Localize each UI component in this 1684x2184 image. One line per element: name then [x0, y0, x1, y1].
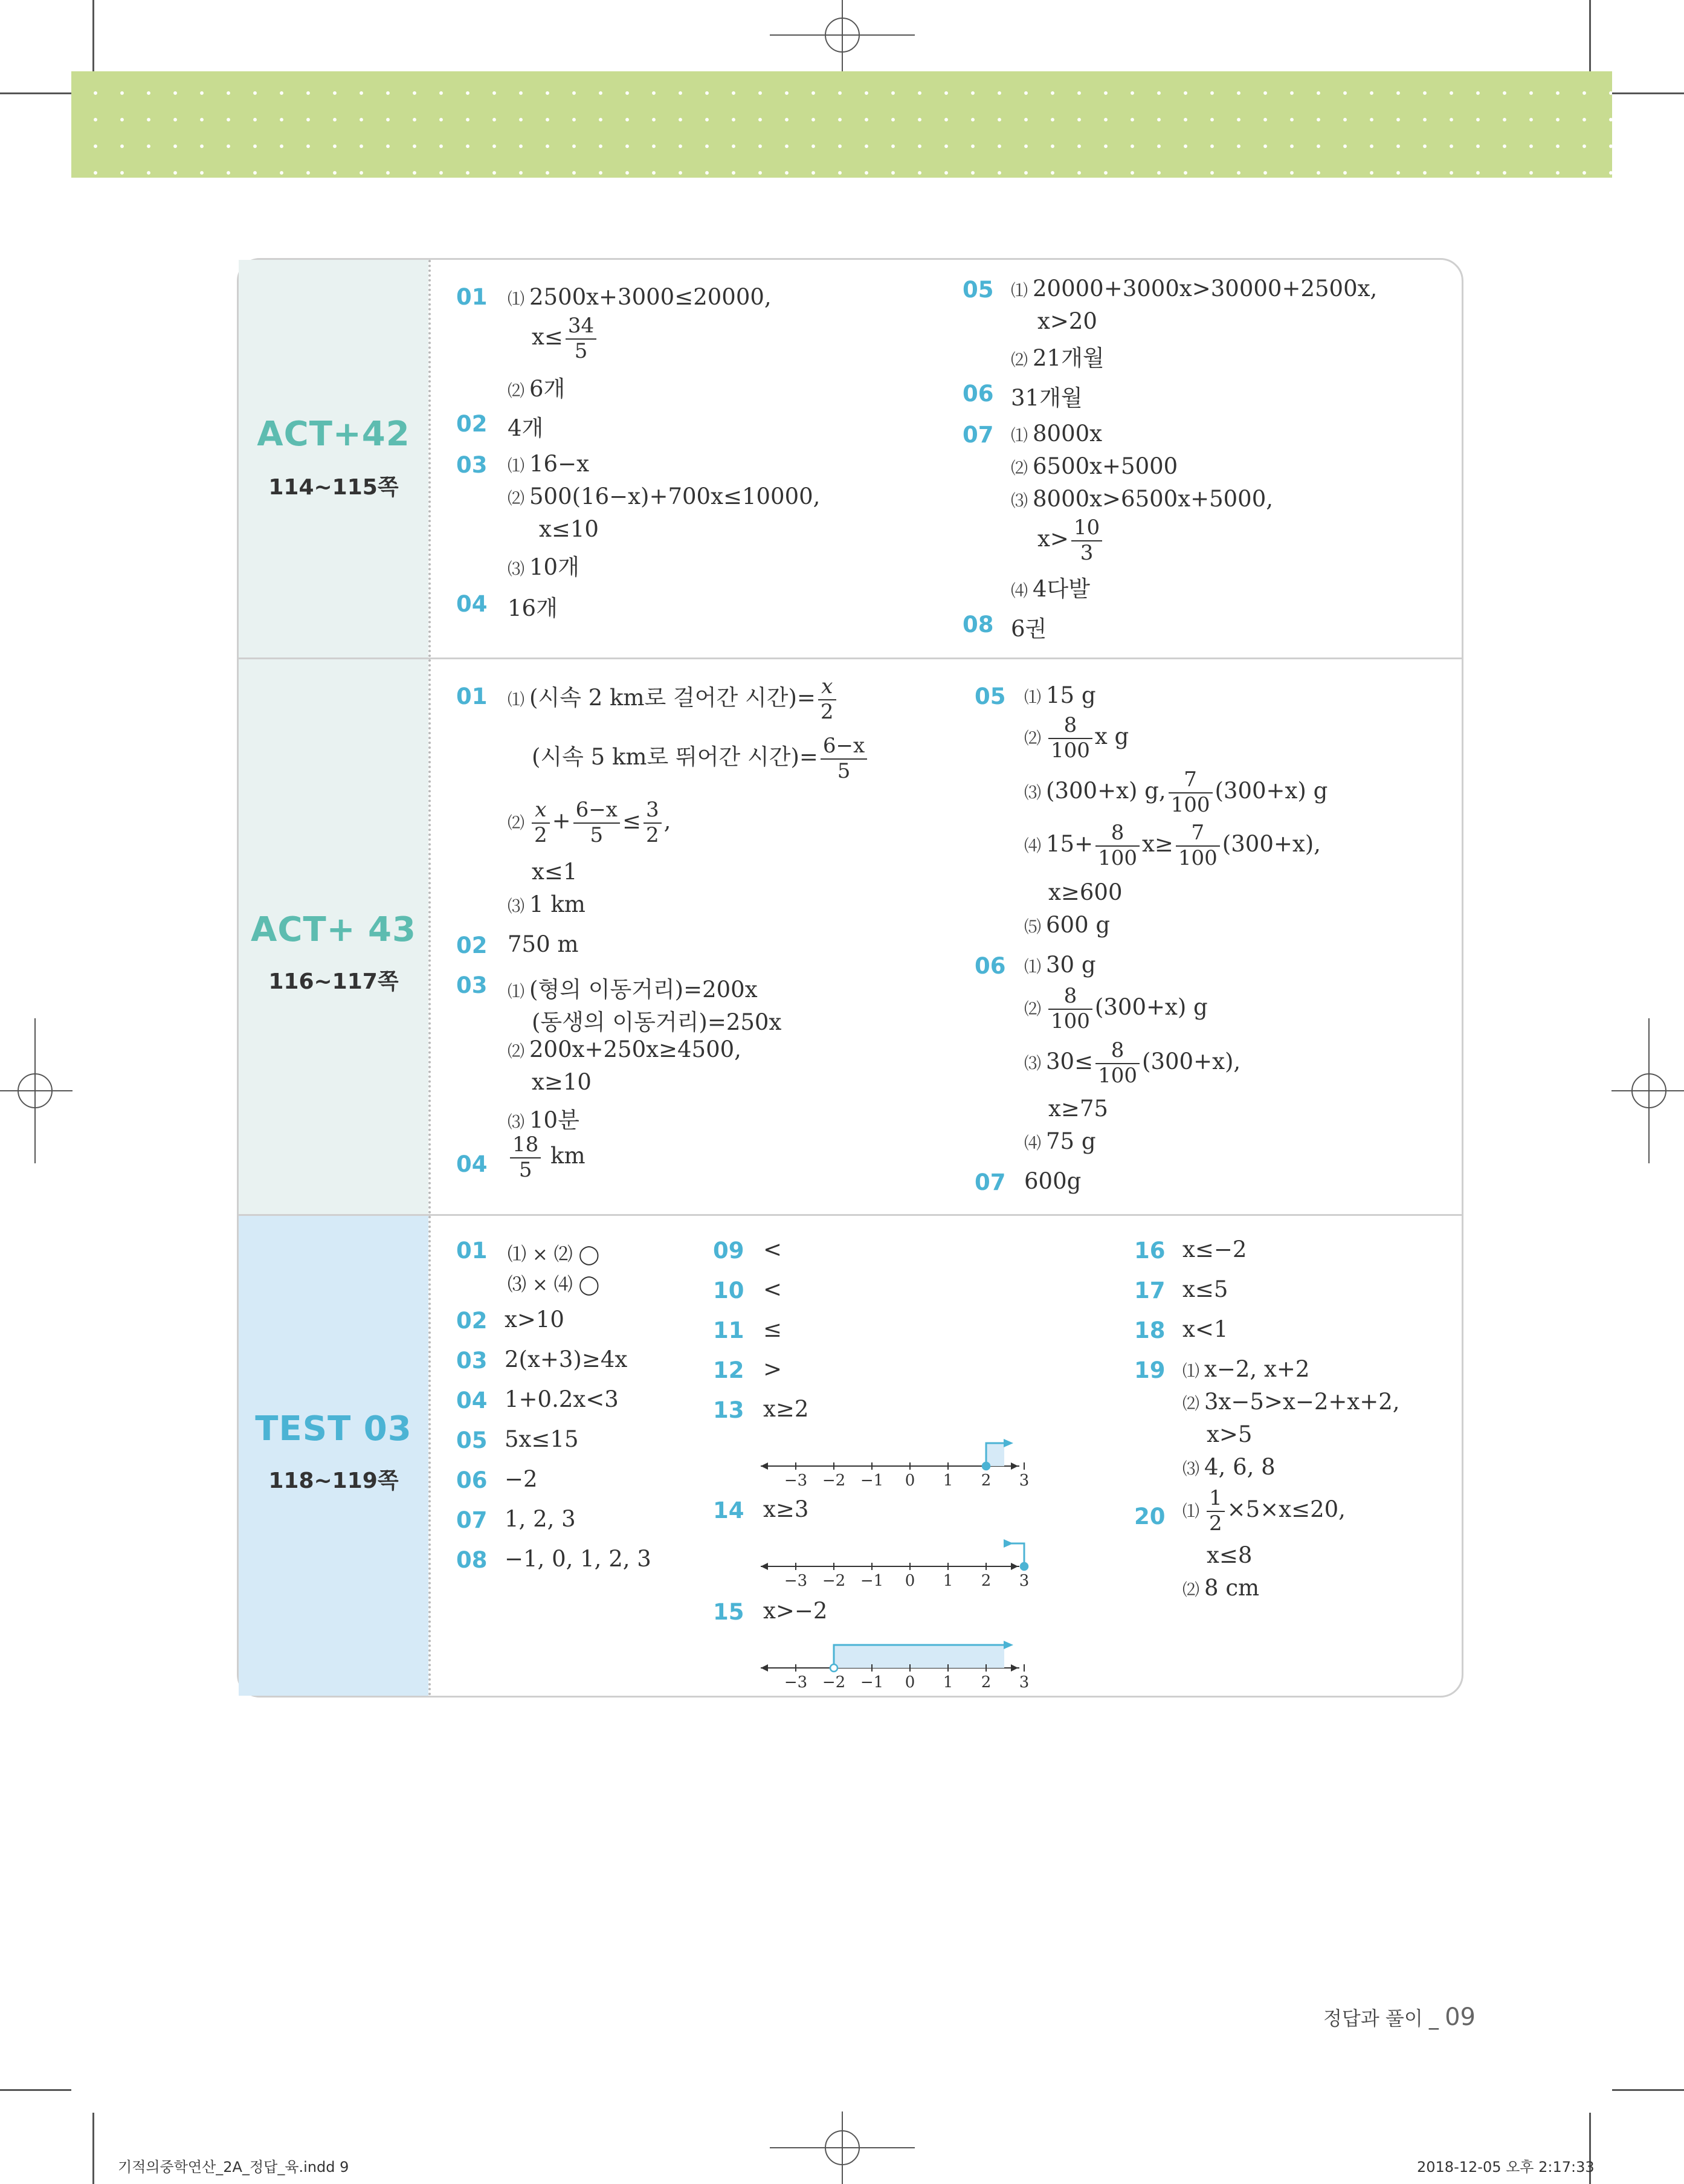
answer-line	[1024, 952, 1096, 978]
answer-text: 6개	[529, 376, 566, 402]
question-number: 03	[456, 972, 488, 998]
answer-text: x g	[1094, 723, 1129, 750]
question-number: 17	[1134, 1278, 1166, 1304]
answer-text: x≤10	[539, 516, 599, 542]
fraction	[1048, 986, 1092, 1032]
denominator: 100	[1098, 1063, 1138, 1088]
answer-text: 750 m	[508, 931, 579, 957]
question-number: 02	[456, 932, 488, 958]
fraction	[532, 800, 550, 846]
fraction	[1071, 517, 1102, 564]
tick-label: −3	[784, 1472, 808, 1490]
numerator: 8	[1048, 715, 1092, 739]
answer-text: (300+x) g	[1094, 994, 1208, 1021]
fraction	[510, 1134, 541, 1181]
tick-label: 3	[1019, 1472, 1030, 1490]
answer-text: x≥2	[763, 1396, 809, 1422]
answer-line	[508, 891, 586, 917]
answer-line	[1024, 715, 1129, 761]
sub-label: ⑶	[1011, 491, 1028, 511]
answer-text: (시속 5 km로 뛰어간 시간)=	[532, 744, 818, 771]
question-number: 07	[975, 1169, 1006, 1195]
numerator: 7	[1176, 822, 1220, 847]
sub-label: ⑵	[1182, 1580, 1200, 1600]
answer-card	[237, 258, 1463, 1698]
operator: ,	[663, 808, 671, 835]
answer-text: 16개	[508, 595, 558, 621]
section-label	[239, 659, 428, 1214]
question-number: 05	[975, 683, 1006, 709]
answer-line	[1011, 340, 1105, 372]
answer-line	[1182, 1454, 1276, 1480]
fraction	[1169, 769, 1213, 816]
question-number: 07	[963, 422, 994, 448]
question-number: 03	[456, 1348, 488, 1374]
question-number: 01	[456, 683, 488, 709]
registration-mark	[1611, 1018, 1684, 1163]
answer-text: 2(x+3)≥4x	[505, 1346, 628, 1372]
denominator: 5	[590, 822, 604, 847]
numerator: 6−x	[821, 735, 867, 760]
answer-text: (형의 이동거리)=200x	[529, 977, 758, 1003]
numerator: 3	[644, 800, 662, 824]
tick-label: 0	[905, 1673, 915, 1691]
divider	[428, 1216, 431, 1696]
answer-text: 200x+250x≥4500,	[529, 1036, 741, 1062]
fraction	[573, 800, 620, 846]
tick-label: −3	[784, 1572, 808, 1590]
numerator: 18	[510, 1134, 541, 1158]
answer-line	[508, 284, 772, 310]
fraction	[644, 800, 662, 846]
crop-mark	[0, 92, 71, 94]
sub-label: ⑷	[1024, 836, 1042, 856]
answer-text: x≥3	[763, 1496, 809, 1522]
answer-text: ×5×x≤20,	[1227, 1496, 1346, 1523]
answer-text: 1, 2, 3	[505, 1506, 576, 1532]
denominator: 100	[1051, 738, 1090, 763]
denominator: 5	[574, 338, 588, 363]
answer-line	[1182, 1356, 1309, 1382]
answer-text: (300+x) g,	[1046, 778, 1166, 804]
footer-right: 2018-12-05 오후 2:17:33	[1417, 2159, 1595, 2176]
fraction	[1176, 822, 1220, 869]
denominator: 5	[837, 758, 851, 783]
solution-ray	[1004, 1543, 1024, 1566]
answer-line	[532, 735, 869, 782]
denominator: 100	[1051, 1009, 1090, 1033]
tick-label: 1	[943, 1472, 953, 1490]
sub-label: ⑵	[1011, 458, 1028, 478]
numerator: 1	[1207, 1488, 1225, 1512]
answer-text: 30 g	[1046, 952, 1096, 978]
question-number: 01	[456, 284, 488, 310]
answer-text: x≥600	[1048, 879, 1123, 905]
answer-line	[1011, 276, 1377, 302]
arrow-left-icon	[761, 1563, 768, 1570]
answer-text: x≥10	[532, 1069, 592, 1095]
answer-text: 31개월	[1011, 385, 1083, 411]
sub-label: ⑶	[1182, 1459, 1200, 1479]
sub-label: ⑵	[1024, 999, 1042, 1019]
numerator: x	[532, 800, 550, 824]
answer-line	[508, 1134, 586, 1181]
question-number: 04	[456, 1151, 488, 1177]
section-title: ACT+42	[257, 415, 410, 454]
answer-line	[508, 1102, 579, 1134]
answer-text: km	[550, 1143, 586, 1169]
numerator: 34	[566, 315, 596, 340]
answer-text: x>5	[1207, 1421, 1253, 1447]
tick-label: 3	[1019, 1673, 1030, 1691]
page-label	[1323, 2003, 1476, 2031]
answer-text: 2500x+3000≤20000,	[529, 284, 772, 310]
sub-label: ⑴	[508, 289, 525, 309]
answer-line	[1011, 570, 1090, 603]
sub-label: ⑵	[508, 813, 525, 833]
numerator: 8	[1095, 822, 1140, 847]
answer-text: 500(16−x)+700x≤10000,	[529, 483, 821, 509]
denominator: 5	[518, 1157, 532, 1182]
ray-arrow-icon	[1004, 1641, 1013, 1649]
question-number: 16	[1134, 1238, 1166, 1264]
answer-line	[1011, 421, 1102, 447]
sub-label: ⑴	[508, 690, 525, 710]
answer-text: 6권	[1011, 616, 1047, 642]
question-number: 08	[963, 612, 994, 638]
page-number: 09	[1445, 2003, 1476, 2031]
answer-line	[508, 451, 589, 477]
question-number: 19	[1134, 1357, 1166, 1383]
arrow-left-icon	[761, 1462, 768, 1470]
answer-line	[1037, 517, 1105, 564]
answer-text: x≤	[532, 324, 563, 351]
answer-text: >	[763, 1356, 782, 1382]
tick-label: −3	[784, 1673, 808, 1691]
answer-text: ⑴ × ⑵ ◯	[508, 1244, 600, 1265]
answer-text: 8000x	[1033, 421, 1103, 447]
section-act42	[239, 260, 1462, 657]
question-number: 13	[713, 1397, 744, 1423]
answer-text: x>−2	[763, 1598, 828, 1624]
numerator: x	[818, 676, 836, 700]
tick-label: 2	[981, 1673, 992, 1691]
answer-text: 600 g	[1046, 912, 1111, 938]
answer-text: 4, 6, 8	[1204, 1454, 1276, 1480]
denominator: 2	[1209, 1511, 1222, 1536]
question-number: 03	[456, 452, 488, 478]
open-endpoint	[830, 1664, 837, 1672]
answer-text: 10개	[529, 554, 579, 580]
fraction	[1095, 1040, 1140, 1087]
answer-line	[508, 483, 820, 509]
page-label-text: 정답과 풀이 _	[1323, 2007, 1439, 2030]
answer-line	[508, 676, 839, 723]
tick-label: 0	[905, 1472, 915, 1490]
tick-label: 0	[905, 1572, 915, 1590]
sub-label: ⑵	[1024, 728, 1042, 749]
answer-text: 4다발	[1033, 576, 1091, 602]
crop-mark	[92, 0, 94, 71]
answer-line	[508, 549, 579, 581]
tick-label: 1	[943, 1572, 953, 1590]
section-pages: 116~117쪽	[268, 969, 399, 994]
sub-label: ⑶	[1024, 783, 1042, 803]
answer-text: (300+x),	[1142, 1048, 1241, 1075]
sub-label: ⑴	[1182, 1361, 1200, 1381]
question-number: 04	[456, 1388, 488, 1413]
tick-label: 3	[1019, 1572, 1030, 1590]
sub-label: ⑴	[508, 981, 525, 1001]
crop-mark	[92, 2113, 94, 2184]
section-label	[239, 1216, 428, 1696]
fraction	[1207, 1488, 1225, 1534]
number-line	[760, 1429, 1030, 1490]
arrow-right-icon	[1011, 1664, 1018, 1672]
question-number: 10	[713, 1278, 744, 1304]
fraction	[821, 735, 867, 782]
divider	[428, 260, 431, 657]
answer-line	[1024, 822, 1321, 869]
tick-label: −1	[860, 1572, 884, 1590]
sub-label: ⑶	[508, 559, 525, 579]
tick-label: −2	[822, 1572, 846, 1590]
tick-label: −2	[822, 1673, 846, 1691]
operator: +	[552, 808, 571, 835]
number-line	[760, 1630, 1030, 1691]
answer-text: ≤	[763, 1316, 782, 1342]
question-number: 06	[975, 953, 1006, 979]
question-number: 04	[456, 591, 488, 617]
numerator: 6−x	[573, 800, 620, 824]
section-title: TEST 03	[255, 1409, 412, 1449]
numerator: 8	[1048, 986, 1092, 1010]
sub-label: ⑵	[508, 488, 525, 508]
answer-text: 8 cm	[1204, 1575, 1260, 1601]
question-number: 15	[713, 1599, 744, 1625]
answer-text: 1 km	[529, 891, 586, 917]
answer-text: x≤5	[1182, 1276, 1228, 1302]
answer-text: <	[763, 1236, 782, 1262]
answer-text: 21개월	[1033, 345, 1105, 371]
question-number: 05	[456, 1427, 488, 1453]
sub-label: ⑵	[1182, 1394, 1200, 1413]
answer-line	[508, 800, 671, 846]
fraction	[566, 315, 596, 362]
answer-text: x−2, x+2	[1204, 1356, 1310, 1382]
answer-text: 5x≤15	[505, 1426, 579, 1452]
question-number: 02	[456, 411, 488, 437]
answer-text: 30≤	[1046, 1048, 1094, 1075]
tick-label: −1	[860, 1673, 884, 1691]
number-line	[760, 1529, 1030, 1590]
fraction	[1095, 822, 1140, 869]
answer-text: x<1	[1182, 1316, 1228, 1342]
answer-line	[508, 1036, 741, 1062]
question-number: 01	[456, 1238, 488, 1264]
question-number: 08	[456, 1547, 488, 1573]
answer-text: (시속 2 km로 걸어간 시간)=	[529, 685, 816, 711]
sub-label: ⑵	[508, 381, 525, 401]
crop-mark	[0, 2089, 71, 2091]
sub-label: ⑴	[1024, 957, 1042, 977]
denominator: 2	[820, 699, 834, 724]
sub-label: ⑶	[508, 896, 525, 916]
sub-label: ⑴	[1024, 687, 1042, 707]
tick-label: 2	[981, 1572, 992, 1590]
denominator: 2	[534, 822, 547, 847]
tick-label: −1	[860, 1472, 884, 1490]
operator: ≤	[622, 808, 641, 835]
answer-text: x≤−2	[1182, 1236, 1247, 1262]
answer-text: x>20	[1037, 308, 1097, 334]
answer-text: 600g	[1024, 1168, 1082, 1194]
answer-text: 16−x	[529, 451, 589, 477]
question-number: 11	[713, 1317, 744, 1343]
answer-line	[1024, 682, 1096, 708]
answer-text: (300+x) g	[1215, 778, 1328, 804]
registration-mark	[770, 0, 915, 73]
solution-region	[834, 1645, 1004, 1668]
answer-text: 10분	[529, 1107, 579, 1133]
sub-label: ⑴	[1011, 425, 1028, 445]
question-number: 02	[456, 1308, 488, 1334]
sub-label: ⑶	[1024, 1053, 1042, 1074]
answer-text: 8000x>6500x+5000,	[1033, 486, 1274, 512]
crop-mark	[1612, 92, 1684, 94]
answer-line	[1182, 1575, 1259, 1601]
sub-label: ⑸	[1024, 917, 1042, 937]
fraction	[1048, 715, 1092, 761]
question-number: 14	[713, 1497, 744, 1523]
sub-label: ⑷	[1011, 581, 1028, 601]
section-pages: 118~119쪽	[268, 1468, 399, 1493]
answer-text: x≤8	[1207, 1542, 1253, 1568]
answer-text: 15+	[1046, 831, 1094, 858]
answer-text: −1, 0, 1, 2, 3	[505, 1546, 651, 1572]
arrow-left-icon	[761, 1664, 768, 1672]
denominator: 100	[1178, 845, 1218, 870]
answer-text: 6500x+5000	[1033, 453, 1178, 479]
numerator: 10	[1071, 517, 1102, 541]
sub-label: ⑵	[1011, 350, 1028, 370]
section-act43	[239, 659, 1462, 1214]
answer-line	[1011, 453, 1178, 479]
answer-line	[1024, 986, 1208, 1032]
section-title: ACT+ 43	[251, 910, 416, 949]
tick-label: 1	[943, 1673, 953, 1691]
answer-line	[1024, 1040, 1240, 1087]
sub-label: ⑴	[1182, 1501, 1200, 1522]
answer-line	[1011, 486, 1273, 512]
registration-mark	[770, 2111, 915, 2184]
numerator: 7	[1169, 769, 1213, 793]
answer-text: 4개	[508, 415, 544, 441]
answer-line	[1024, 1128, 1096, 1154]
question-number: 07	[456, 1507, 488, 1533]
question-number: 06	[963, 381, 994, 407]
sub-label: ⑴	[1011, 280, 1028, 300]
section-label	[239, 260, 428, 657]
header-band	[71, 71, 1612, 178]
answer-text: x≥	[1142, 831, 1173, 858]
sub-label: ⑷	[1024, 1133, 1042, 1153]
answer-text: 3x−5>x−2+x+2,	[1204, 1389, 1400, 1415]
answer-text: −2	[505, 1466, 538, 1492]
fraction	[818, 676, 836, 723]
answer-text: x≤1	[532, 859, 578, 885]
sub-label: ⑶	[508, 1112, 525, 1132]
answer-line	[1182, 1389, 1400, 1415]
ray-arrow-icon	[1004, 1539, 1013, 1548]
arrow-right-icon	[1011, 1462, 1018, 1470]
question-number: 06	[456, 1467, 488, 1493]
denominator: 3	[1080, 540, 1094, 565]
numerator: 8	[1095, 1040, 1140, 1064]
answer-text: 1+0.2x<3	[505, 1386, 619, 1412]
denominator: 100	[1170, 792, 1210, 817]
answer-text: x>	[1037, 526, 1069, 552]
section-pages: 114~115쪽	[268, 475, 399, 500]
answer-text: x>10	[505, 1307, 564, 1333]
denominator: 100	[1098, 845, 1138, 870]
answer-text: 75 g	[1046, 1128, 1096, 1154]
arrow-right-icon	[1011, 1563, 1018, 1570]
crop-mark	[1612, 2089, 1684, 2091]
sub-label: ⑴	[508, 456, 525, 476]
question-number: 12	[713, 1357, 744, 1383]
answer-text: 20000+3000x>30000+2500x,	[1033, 276, 1378, 302]
answer-line	[1024, 769, 1328, 816]
answer-line	[1024, 912, 1110, 938]
solution-region	[986, 1443, 1004, 1466]
closed-endpoint	[1021, 1563, 1028, 1570]
answer-text: (300+x),	[1222, 831, 1321, 858]
question-number: 05	[963, 277, 994, 303]
answer-text: ⑶ × ⑷ ◯	[508, 1274, 600, 1296]
crop-mark	[1589, 0, 1591, 71]
denominator: 2	[645, 822, 659, 847]
question-number: 18	[1134, 1317, 1166, 1343]
footer-left: 기적의중학연산_2A_정답_육.indd 9	[118, 2159, 349, 2176]
registration-mark	[0, 1018, 73, 1163]
tick-label: −2	[822, 1472, 846, 1490]
divider	[428, 659, 431, 1214]
answer-line	[508, 370, 565, 403]
closed-endpoint	[982, 1462, 990, 1470]
question-number: 09	[713, 1238, 744, 1264]
tick-label: 2	[981, 1472, 992, 1490]
sub-label: ⑵	[508, 1041, 525, 1061]
answer-text: x≥75	[1048, 1096, 1108, 1122]
answer-text: 15 g	[1046, 682, 1096, 708]
question-number: 20	[1134, 1504, 1166, 1530]
answer-text: (동생의 이동거리)=250x	[532, 1009, 782, 1035]
section-test03	[239, 1216, 1462, 1696]
ray-arrow-icon	[1004, 1439, 1013, 1447]
answer-line	[508, 971, 758, 1004]
answer-line	[532, 315, 599, 362]
answer-line	[1182, 1488, 1346, 1534]
answer-text: <	[763, 1276, 782, 1302]
